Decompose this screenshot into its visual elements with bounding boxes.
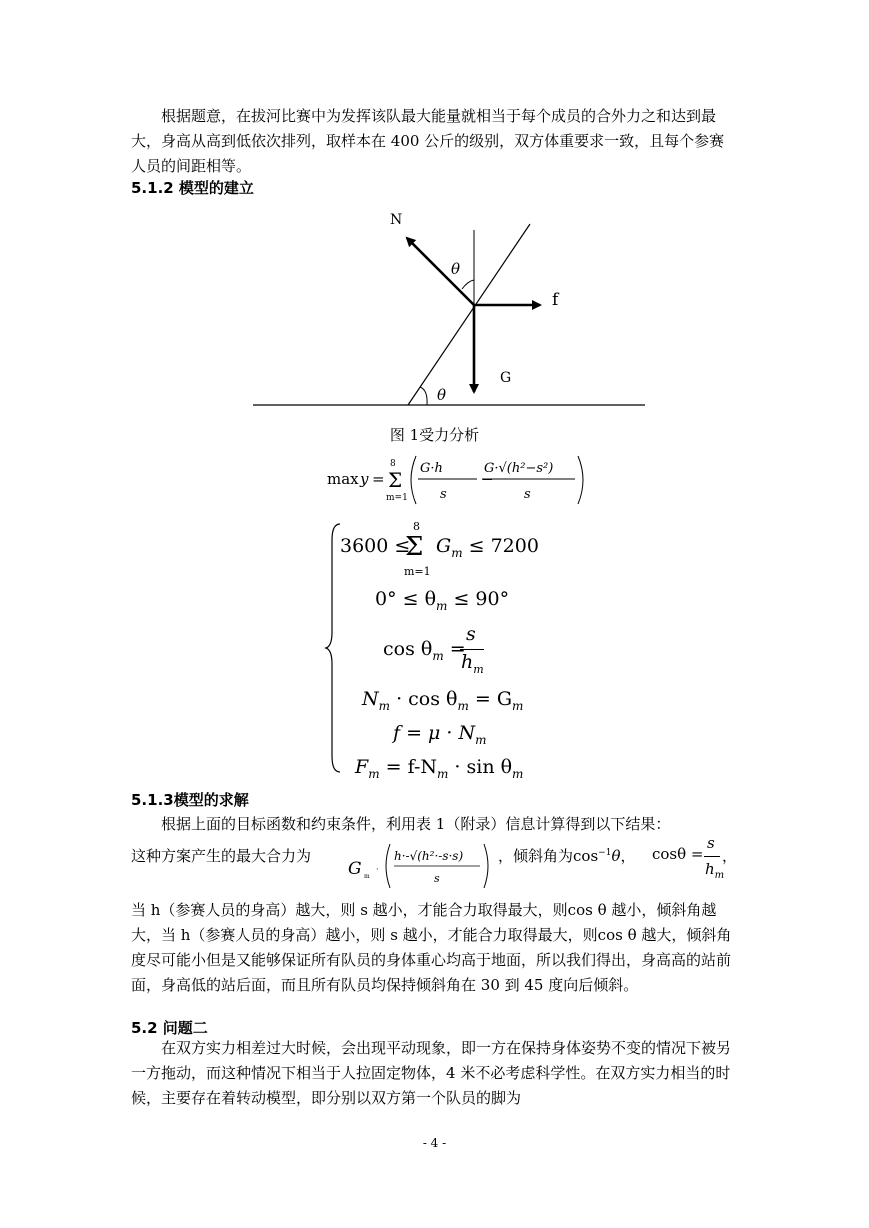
constraint-5: $f = \mu \cdot N_m$: [393, 722, 487, 747]
constraint-brace: [322, 520, 362, 780]
constraint-1: 3600 ≤: [340, 535, 411, 557]
svg-text:−: −: [481, 470, 494, 488]
svg-text:h·-√(h²·-s·s): h·-√(h²·-s·s): [394, 849, 464, 863]
section-heading-5-1-3: 5.1.3模型的求解: [131, 791, 249, 809]
label-theta-top: θ: [451, 260, 461, 278]
svg-text:s: s: [524, 487, 531, 502]
page-number: - 4 -: [422, 1136, 447, 1150]
svg-text:G·√(h²−s²): G·√(h²−s²): [484, 461, 554, 476]
svg-text:8: 8: [390, 459, 396, 469]
svg-text:G: G: [348, 859, 362, 879]
objective-function: [0, 450, 869, 510]
angle-arc-top: [462, 280, 474, 289]
c1-sum-bottom: m=1: [404, 565, 431, 578]
constraint-1-right: $G_m \le 7200$: [436, 535, 539, 560]
paragraph-problem-two: 在双方实力相差过大时候，会出现平动现象，即一方在保持身体姿势不变的情况下被另一方拖动，而这种情况下相当于人拉固定物体，4 米不必考虑科学性。在双方实力相当的时候，主要存在着转动模型，即分别以双方第一个队员的脚为: [131, 1039, 732, 1107]
label-f: f: [552, 290, 559, 310]
result-lead: 这种方案产生的最大合力为: [131, 847, 312, 865]
result-formula: [344, 838, 504, 894]
section-heading-5-2: 5.2 问题二: [131, 1019, 208, 1037]
svg-text:Σ: Σ: [388, 468, 403, 492]
result-cos-den: $h_m$: [705, 860, 725, 881]
paragraph-results-intro: 根据上面的目标函数和约束条件，利用表 1（附录）信息计算得到以下结果：: [161, 815, 671, 833]
force-analysis-diagram: [0, 200, 869, 420]
constraint-6: $F_m = f-N_m \cdot \sin \theta_m$: [355, 756, 524, 781]
angle-arc-bottom: [420, 387, 427, 405]
svg-text:G·h: G·h: [420, 461, 443, 476]
constraint-4: $N_m \cdot \cos \theta_m = G_m$: [362, 688, 524, 713]
svg-text:s: s: [434, 872, 440, 885]
constraint-3-den: $h_m$: [461, 651, 484, 676]
section-heading-5-1-2: 5.1.2 模型的建立: [131, 179, 254, 197]
c1-sum-sign: Σ: [405, 532, 424, 562]
result-tilt: ，倾斜角为$\cos^{-1}\theta$，: [498, 847, 636, 865]
constraint-3-fraction-bar: [460, 649, 484, 650]
label-theta-bottom: θ: [437, 386, 447, 404]
result-cos-theta: cosθ =: [652, 845, 704, 863]
figure-caption: 图 1受力分析: [389, 426, 480, 444]
svg-text:max: max: [327, 470, 359, 488]
constraint-3-num: s: [466, 623, 476, 645]
paragraph-analysis: 当 h（参赛人员的身高）越大，则 s 越小，才能合力取得最大，则cos θ 越小，倾斜角越大，当 h（参赛人员的身高）越小，则 s 越小，才能合力取得最大，则cos θ 越大，倾斜角度尽可能小但是又能够保证所有队员的身体重心均高于地面，所以我们得出，身高高的站前面，身高低的站后面，而且所有队员均保持倾斜角在 30 到 45 度向后倾斜。: [131, 901, 732, 994]
result-cos-fraction-bar: [704, 856, 720, 857]
constraint-3-left: $\cos \theta_m$ =: [383, 638, 466, 663]
label-N: N: [390, 212, 403, 228]
result-cos-num: s: [707, 834, 715, 852]
label-G: G: [500, 370, 512, 386]
svg-text:m: m: [364, 873, 370, 880]
c1-sum-top: 8: [413, 520, 420, 533]
incline-line: [408, 224, 530, 405]
svg-text:y: y: [360, 470, 369, 488]
normal-force-arrow: [407, 238, 474, 305]
constraint-2: $0^\circ \le \theta_m \le 90^\circ$: [375, 588, 510, 613]
paragraph-intro: 根据题意，在拔河比赛中为发挥该队最大能量就相当于每个成员的合外力之和达到最大，身高从高到低依次排列，取样本在 400 公斤的级别，双方体重要求一致，且每个参赛人员的间距相等。: [131, 107, 725, 175]
svg-text:·: ·: [376, 865, 379, 874]
svg-text:m=1: m=1: [386, 493, 408, 503]
svg-text:=: =: [372, 470, 385, 488]
result-end: ，: [722, 847, 738, 865]
svg-text:s: s: [440, 487, 447, 502]
